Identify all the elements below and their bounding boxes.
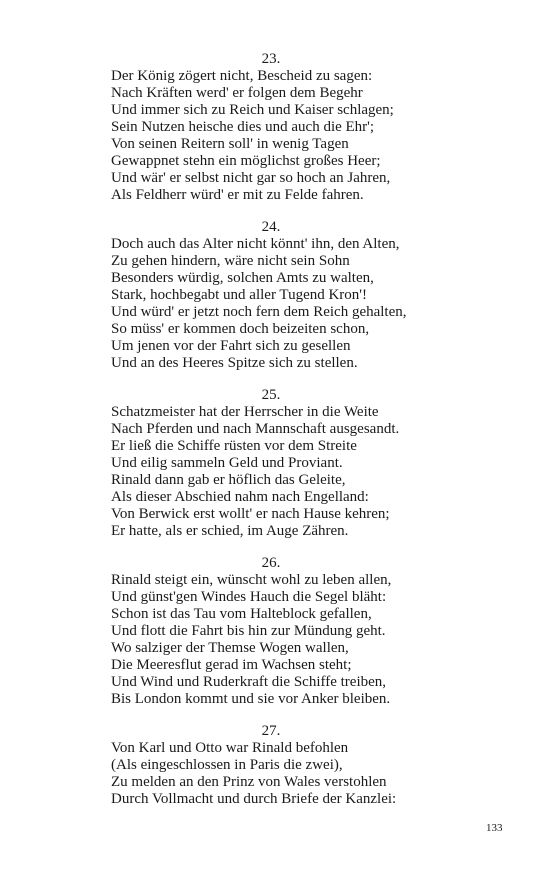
verse-line: Und eilig sammeln Geld und Proviant. <box>111 455 343 471</box>
verse-line: Von seinen Reitern soll' in wenig Tagen <box>111 136 349 152</box>
verse-line: Von Karl und Otto war Rinald befohlen <box>111 740 349 756</box>
verse-line: Und würd' er jetzt noch fern dem Reich gehalten, <box>111 304 407 320</box>
verse-line: Sein Nutzen heische dies und auch die Ehr'; <box>111 119 375 135</box>
verse-line: Um jenen vor der Fahrt sich zu gesellen <box>111 338 351 354</box>
stanza-number: 24. <box>261 219 281 235</box>
stanza-25 <box>111 387 431 540</box>
verse-line: Und immer sich zu Reich und Kaiser schlagen; <box>111 102 394 118</box>
stanza-number: 27. <box>261 723 281 739</box>
stanza-23 <box>111 51 431 204</box>
verse-line: Besonders würdig, solchen Amts zu walten, <box>111 270 374 286</box>
verse-line: Als Feldherr würd' er mit zu Felde fahren. <box>111 187 364 203</box>
verse-line: Nach Pferden und nach Mannschaft ausgesandt. <box>111 421 400 437</box>
verse-line: Doch auch das Alter nicht könnt' ihn, den Alten, <box>111 236 400 252</box>
verse-line: Schon ist das Tau vom Halteblock gefallen, <box>111 606 372 622</box>
verse-line: Und an des Heeres Spitze sich zu stellen. <box>111 355 358 371</box>
verse-line: Wo salziger der Themse Wogen wallen, <box>111 640 349 656</box>
stanza-27 <box>111 723 431 808</box>
verse-line: Die Meeresflut gerad im Wachsen steht; <box>111 657 352 673</box>
verse-line: Als dieser Abschied nahm nach Engelland: <box>111 489 369 505</box>
verse-line: Und flott die Fahrt bis hin zur Mündung geht. <box>111 623 386 639</box>
verse-line: (Als eingeschlossen in Paris die zwei), <box>111 757 343 773</box>
verse-line: Schatzmeister hat der Herrscher in die Weite <box>111 404 379 420</box>
verse-line: Zu gehen hindern, wäre nicht sein Sohn <box>111 253 350 269</box>
verse-line: Zu melden an den Prinz von Wales verstohlen <box>111 774 387 790</box>
verse-line: Und günst'gen Windes Hauch die Segel bläht: <box>111 589 387 605</box>
verse-line: Er ließ die Schiffe rüsten vor dem Streite <box>111 438 357 454</box>
verse-line: Bis London kommt und sie vor Anker bleiben. <box>111 691 391 707</box>
stanza-number: 26. <box>261 555 281 571</box>
verse-line: Der König zögert nicht, Bescheid zu sagen: <box>111 68 373 84</box>
verse-line: Er hatte, als er schied, im Auge Zähren. <box>111 523 349 539</box>
stanza-number: 25. <box>261 387 281 403</box>
verse-line: Gewappnet stehn ein möglichst großes Heer; <box>111 153 381 169</box>
verse-line: Und wär' er selbst nicht gar so hoch an Jahren, <box>111 170 391 186</box>
verse-line: Rinald steigt ein, wünscht wohl zu leben allen, <box>111 572 392 588</box>
verse-line: Von Berwick erst wollt' er nach Hause kehren; <box>111 506 390 522</box>
verse-line: Durch Vollmacht und durch Briefe der Kanzlei: <box>111 791 397 807</box>
poem-text <box>111 51 431 823</box>
stanza-number: 23. <box>261 51 281 67</box>
verse-line: Stark, hochbegabt und aller Tugend Kron'! <box>111 287 367 303</box>
verse-line: Und Wind und Ruderkraft die Schiffe treiben, <box>111 674 387 690</box>
stanza-26 <box>111 555 431 708</box>
page-number: 133 <box>486 822 503 834</box>
verse-line: Nach Kräften werd' er folgen dem Begehr <box>111 85 363 101</box>
stanza-24 <box>111 219 431 372</box>
verse-line: Rinald dann gab er höflich das Geleite, <box>111 472 346 488</box>
verse-line: So müss' er kommen doch beizeiten schon, <box>111 321 370 337</box>
